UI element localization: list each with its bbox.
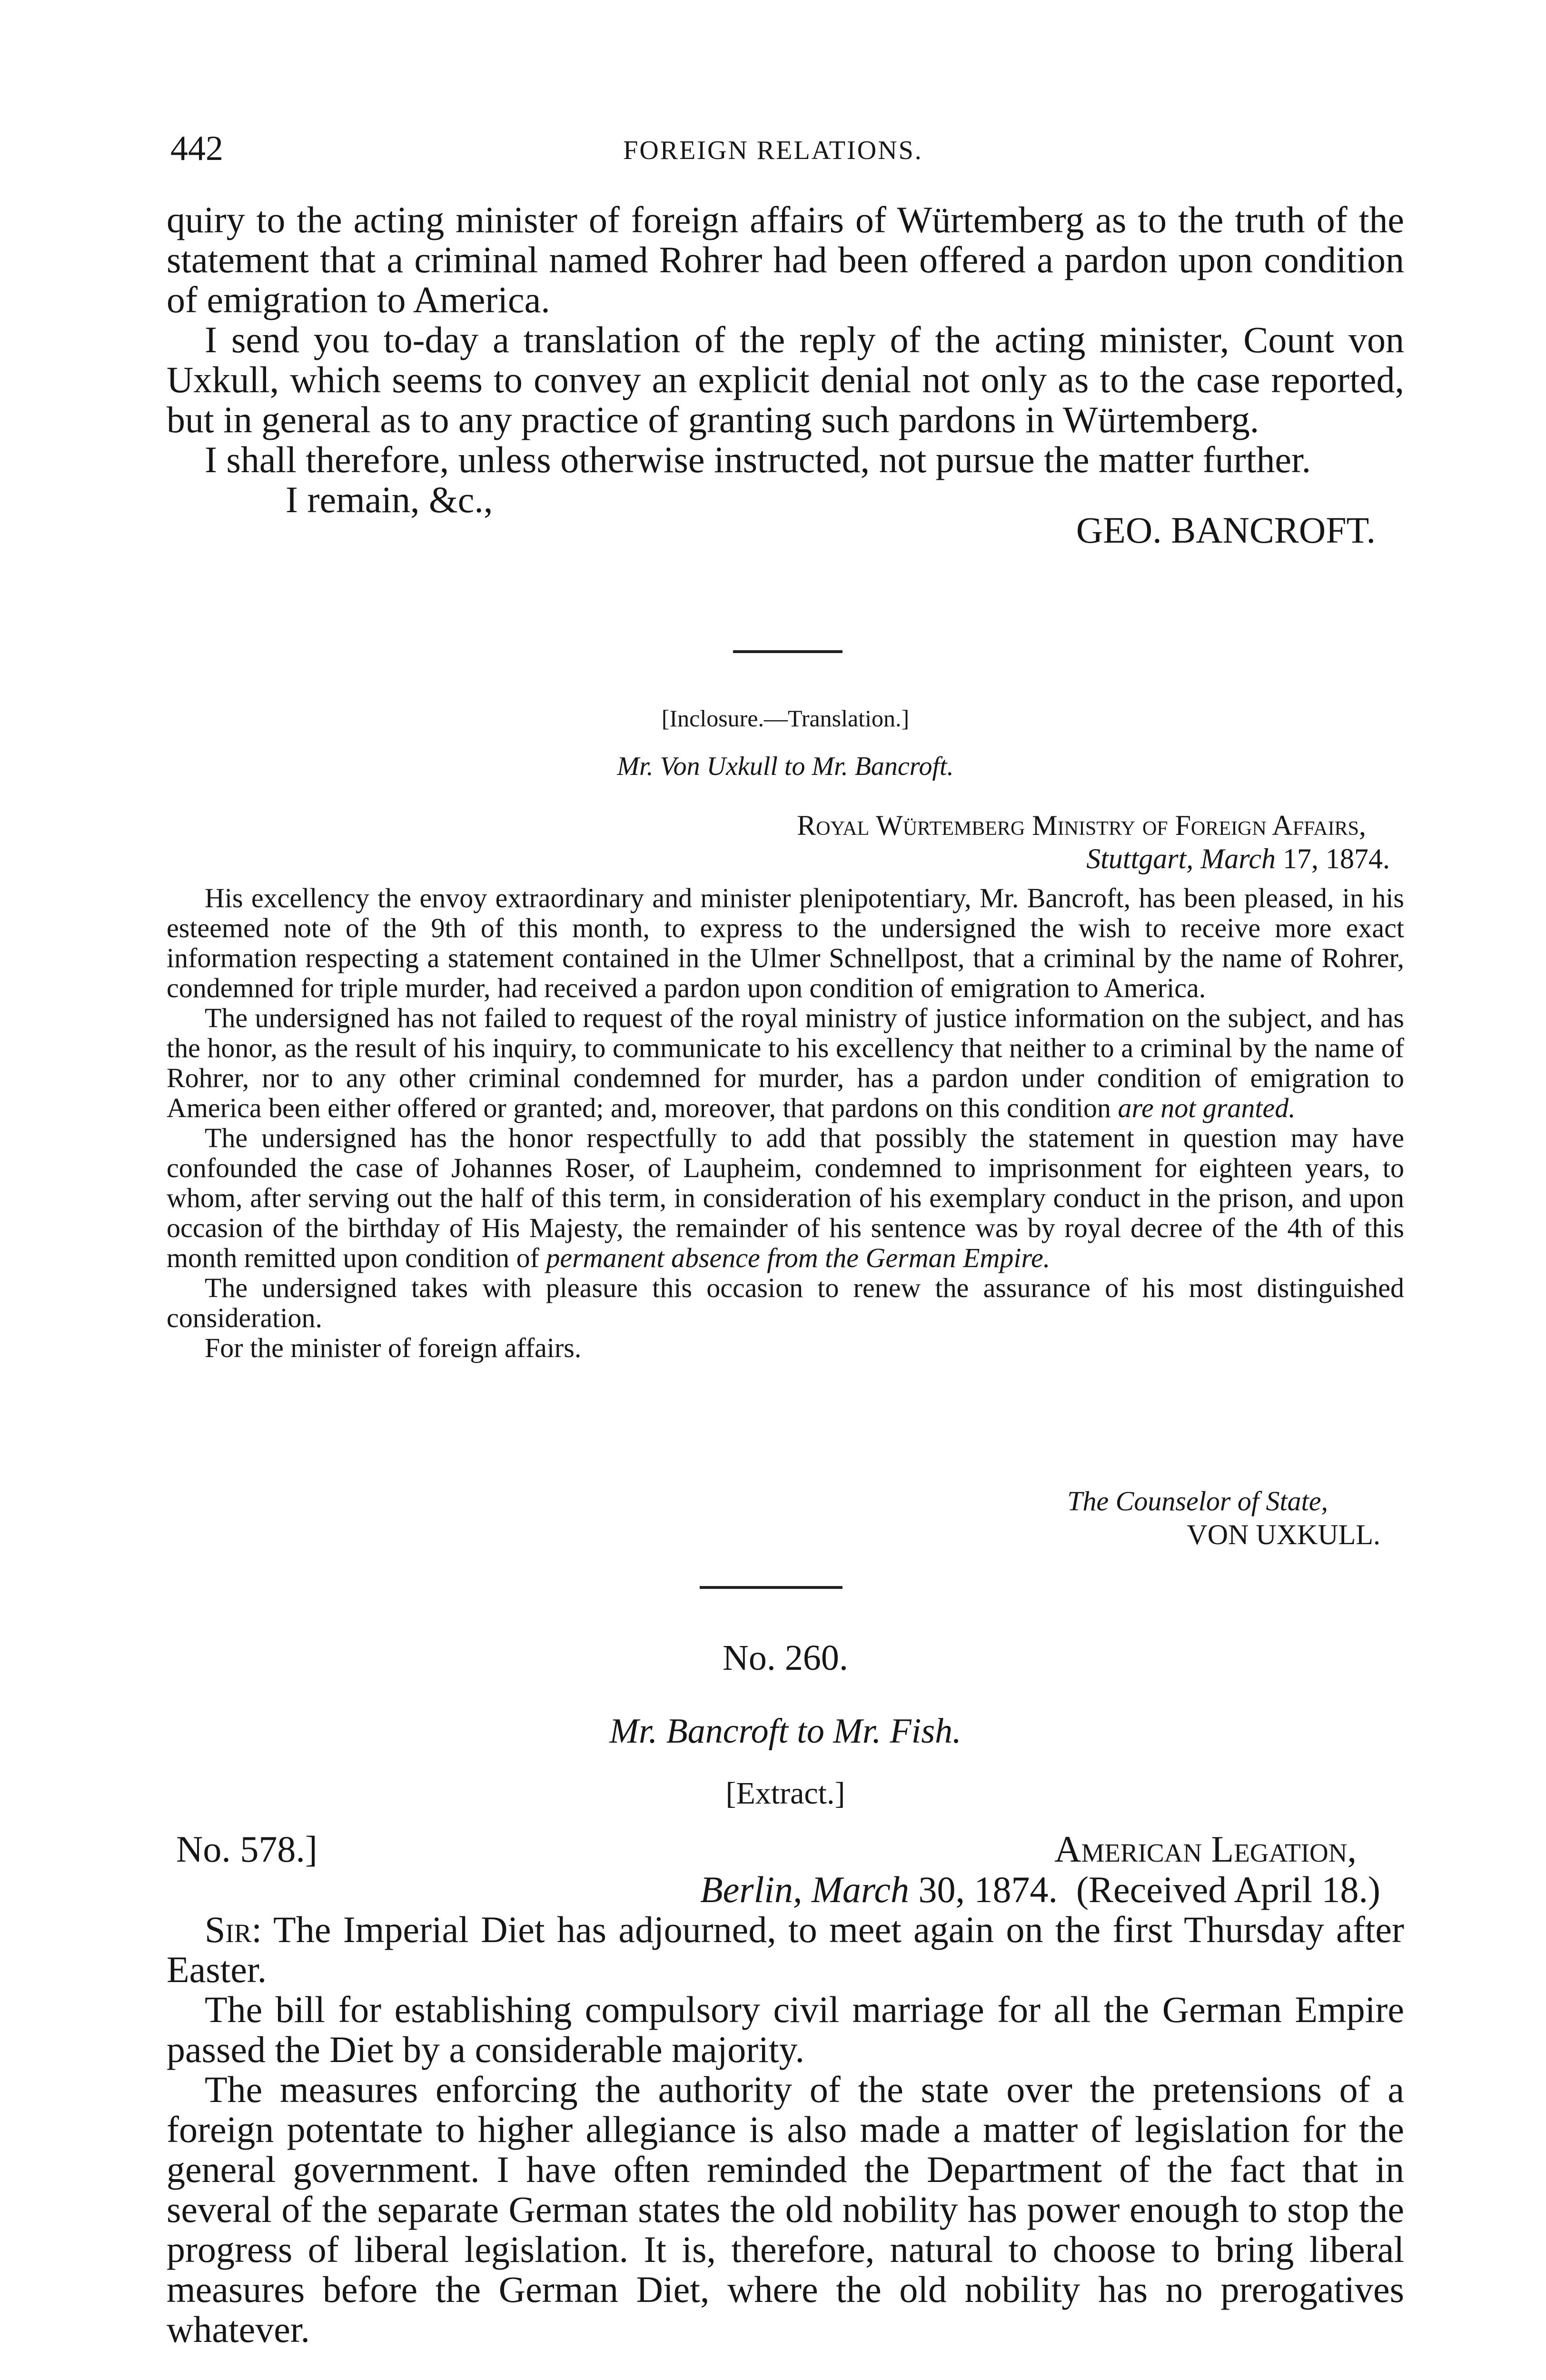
extract-label: [Extract.] xyxy=(725,1776,845,1811)
letter-body xyxy=(167,1910,1404,2350)
running-head: FOREIGN RELATIONS. xyxy=(623,136,923,165)
paragraph: The undersigned takes with pleasure this occasion to renew the assurance of his most distinguished consideration. xyxy=(167,1272,1404,1333)
paragraph: The measures enforcing the authority of the state over the pretensions of a foreign potentate to higher allegiance is also made a matter of legislation for the general government. I have often reminded the Department of the fact that in several of the separate German states the old nobility has power enough to stop the progress of liberal legislation. It is, therefore, natural to choose to bring liberal measures before the German Diet, where the old nobility has no prerogatives whatever. xyxy=(167,2069,1404,2350)
inclosure-title: Mr. Von Uxkull to Mr. Bancroft. xyxy=(617,752,954,781)
paragraph: For the minister of foreign affairs. xyxy=(205,1332,582,1363)
inclosure-signature-title: The Counselor of State, xyxy=(1067,1486,1328,1517)
inclosure-label: [Inclosure.—Translation.] xyxy=(661,705,910,732)
paragraph: I send you to-day a translation of the reply of the acting minister, Count von Uxkull, which seems to convey an explicit denial not only as to the case reported, but in general as to any practice of granting such pardons in Würtemberg. xyxy=(167,319,1404,440)
legation-name: American Legation, xyxy=(1054,1828,1357,1870)
paragraph: His excellency the envoy extraordinary and minister plenipotentiary, Mr. Bancroft, has been pleased, in his esteemed note of the 9th of this month, to express to the undersigned the wish to receive more exact information respecting a statement contained in the Ulmer Schnellpost, that a criminal by the name of Rohrer, condemned for triple murder, had received a pardon upon condition of emigration to America. xyxy=(167,883,1404,1003)
paragraph: The undersigned has the honor respectfully to add that possibly the statement in question may have confounded the case of Johannes Roser, of Laupheim, condemned to imprisonment for eighteen years, to whom, after serving out the half of this term, in consideration of his exemplary conduct in the prison, and upon occasion of the birthday of His Majesty, the remainder of his sentence was by royal decree of the 4th of this month remitted upon condition of permanent absence from the German Empire. xyxy=(167,1122,1404,1273)
document-number: No. 260. xyxy=(723,1638,848,1678)
paragraph: The bill for establishing compulsory civil marriage for all the German Empire passed the Diet by a considerable majority. xyxy=(167,1989,1404,2070)
paragraph: I shall therefore, unless otherwise instructed, not pursue the matter further. xyxy=(205,439,1311,480)
letter-title: Mr. Bancroft to Mr. Fish. xyxy=(609,1712,961,1751)
inclosure-signature-name: VON UXKULL. xyxy=(1187,1519,1380,1550)
inclosure-place-date: Stuttgart, March 17, 1874. xyxy=(1086,843,1390,874)
section-divider xyxy=(733,650,842,653)
signature: GEO. BANCROFT. xyxy=(1076,509,1376,551)
page-header xyxy=(167,129,1379,181)
inclosure-body xyxy=(167,883,1404,1363)
section-divider xyxy=(700,1586,842,1589)
page-number: 442 xyxy=(170,129,223,168)
closing: I remain, &c., xyxy=(286,479,493,520)
letter-date-line: Berlin, March 30, 1874. (Received April 18.) xyxy=(700,1869,1380,1910)
paragraph: The undersigned has not failed to request of the royal ministry of justice information on the subject, and has the honor, as the result of his inquiry, to communicate to his excellency that neither to a criminal by the name of Rohrer, nor to any other criminal condemned for murder, has a pardon under condition of emigration to America been either offered or granted; and, moreover, that pardons on this condition are not granted. xyxy=(167,1002,1404,1123)
paragraph: Sir: The Imperial Diet has adjourned, to meet again on the first Thursday after Easter. xyxy=(167,1909,1404,1990)
inclosure-office: Royal Würtemberg Ministry of Foreign Affairs, xyxy=(797,810,1366,841)
letter-continuation xyxy=(167,200,1404,550)
paragraph: quiry to the acting minister of foreign affairs of Würtemberg as to the truth of the statement that a criminal named Rohrer had been offered a pardon upon condition of emigration to America. xyxy=(167,199,1404,320)
dispatch-number: No. 578.] xyxy=(176,1828,317,1870)
